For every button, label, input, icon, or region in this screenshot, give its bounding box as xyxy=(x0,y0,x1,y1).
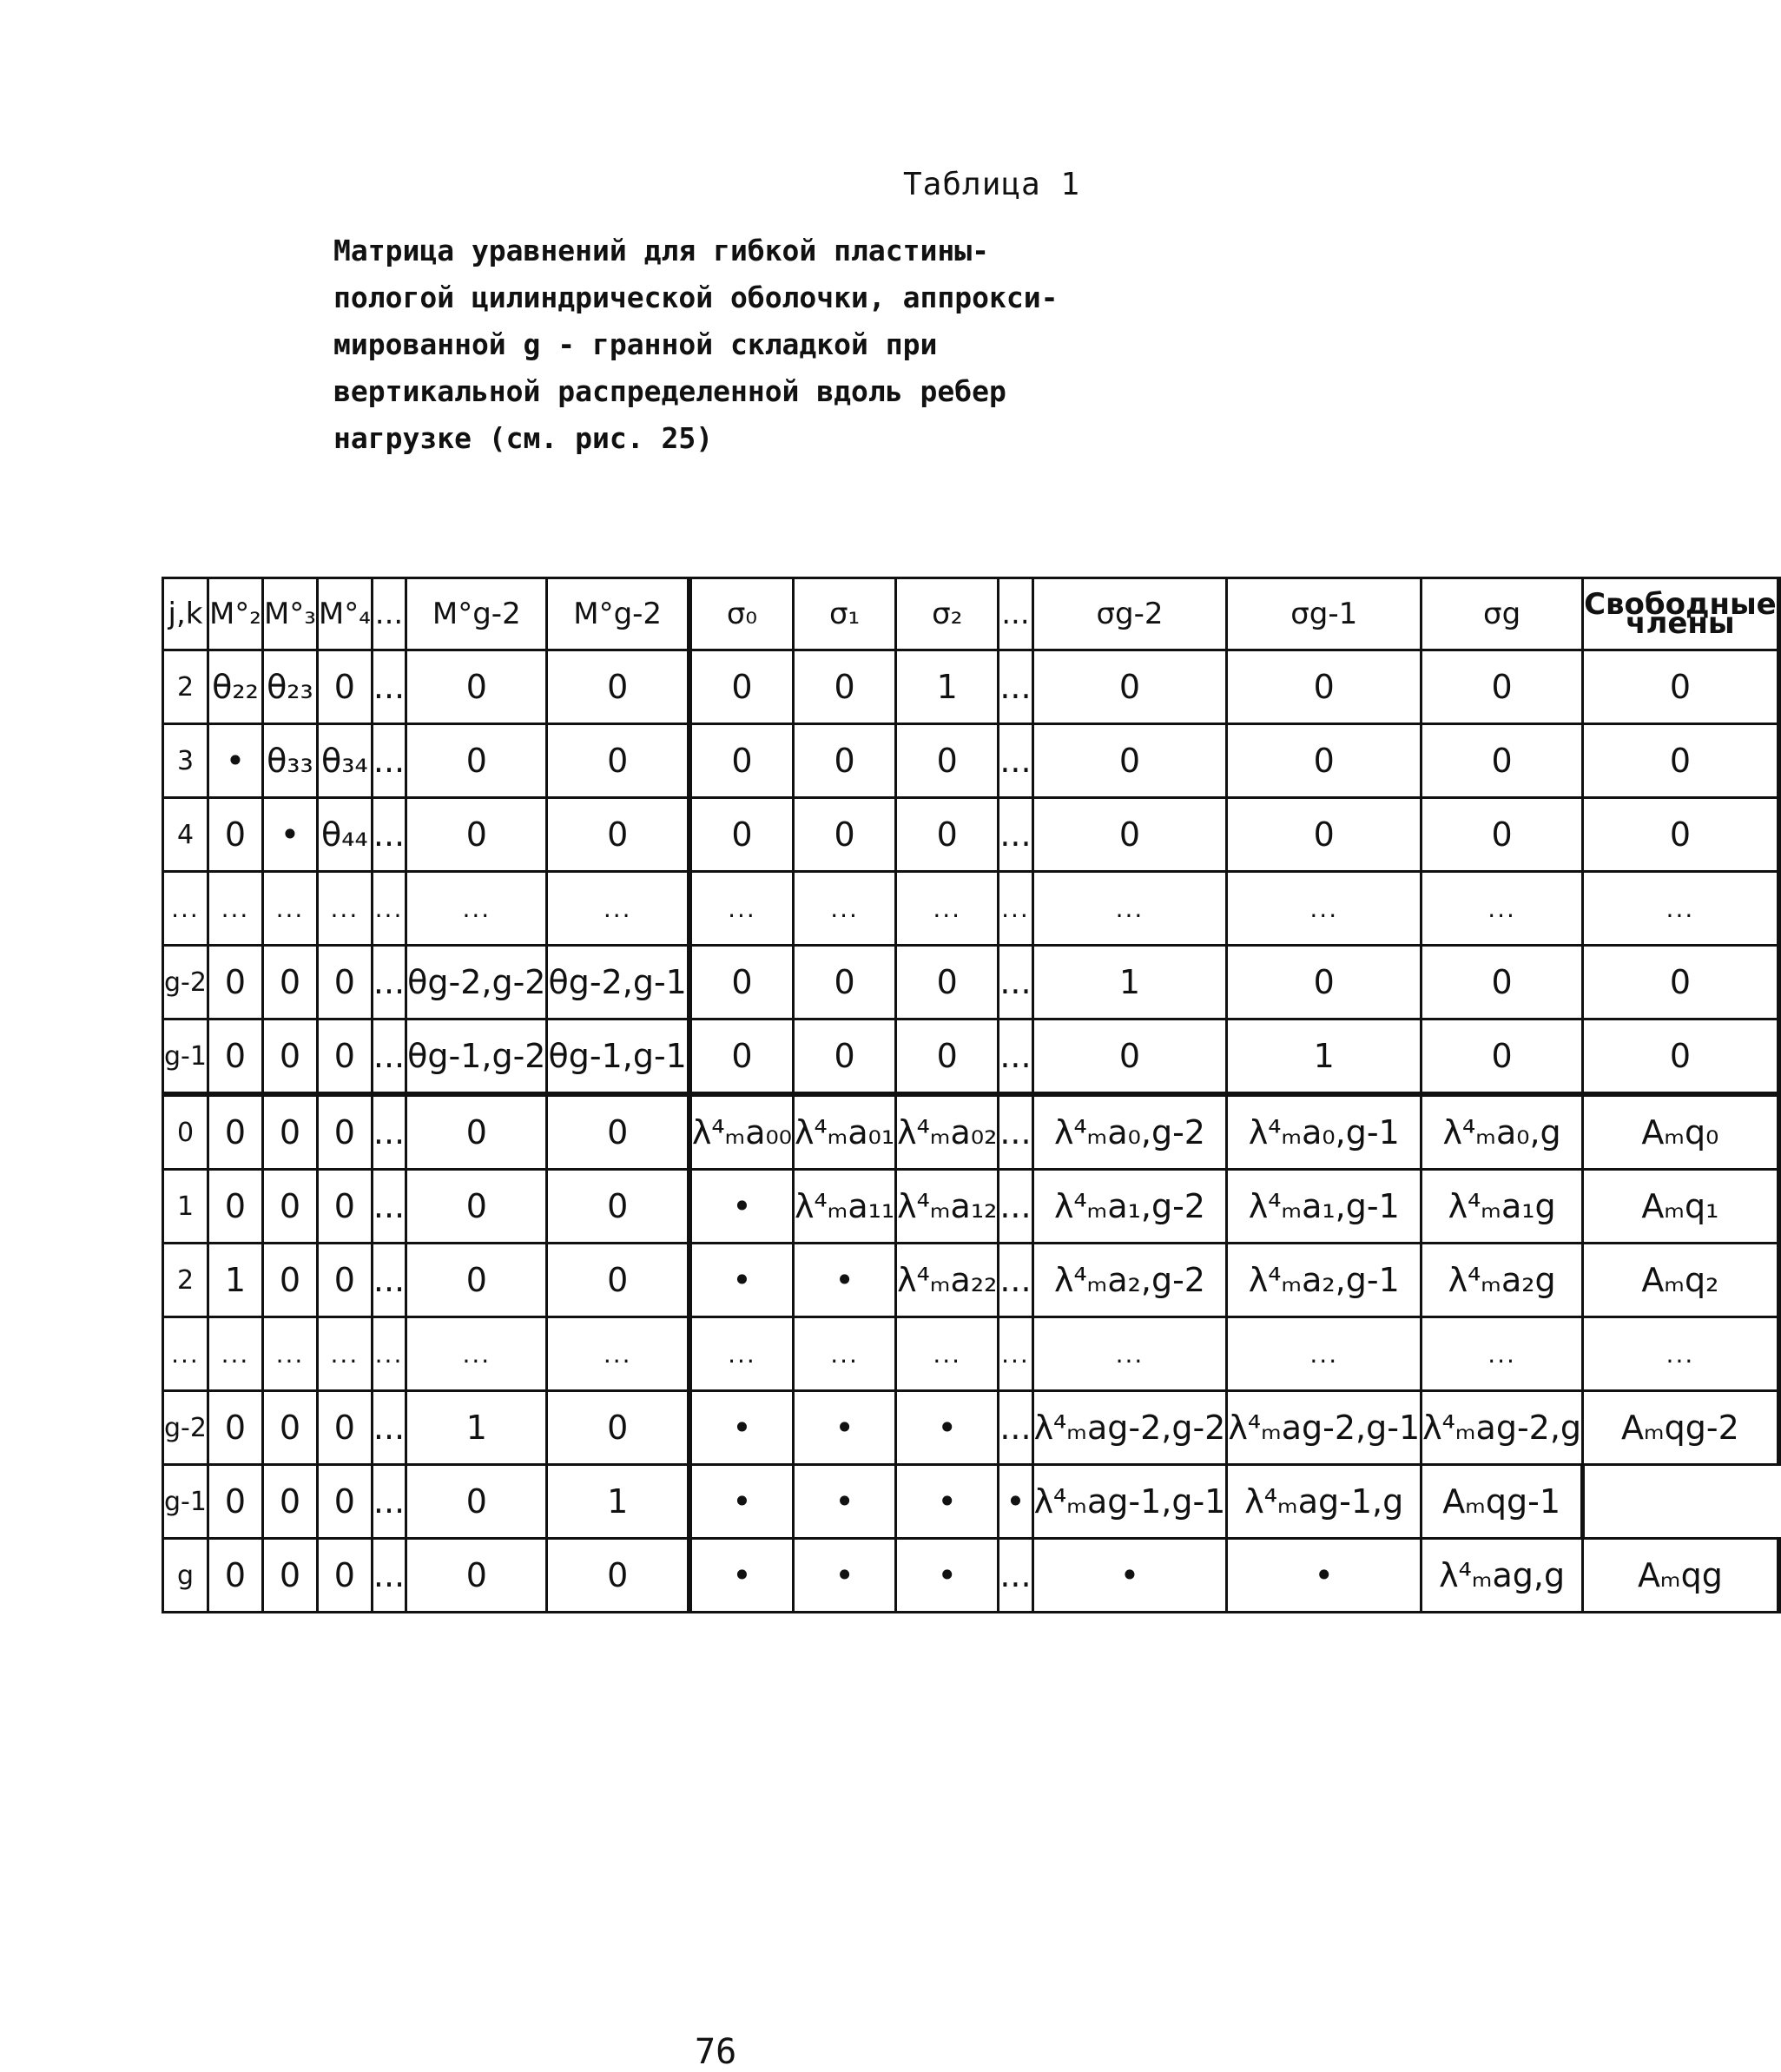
matrix-cell: λ⁴ₘag-2,g-2 xyxy=(1032,1391,1227,1465)
matrix-cell: 0 xyxy=(163,1094,208,1170)
matrix-cell: 0 xyxy=(547,724,689,798)
matrix-cell: ... xyxy=(1227,1317,1422,1391)
matrix-cell: ... xyxy=(1032,872,1227,946)
matrix-cell: ... xyxy=(1227,872,1422,946)
matrix-cell: 0 xyxy=(262,1539,317,1613)
matrix-cell: λ⁴ₘa₀₀ xyxy=(689,1094,794,1170)
matrix-cell: ... xyxy=(163,872,208,946)
matrix-header-cell: σ₁ xyxy=(794,578,896,650)
matrix-cell: • xyxy=(689,1170,794,1244)
matrix-cell: 0 xyxy=(262,1244,317,1317)
matrix-cell: 1 xyxy=(896,650,999,724)
matrix-row xyxy=(163,1244,1779,1317)
matrix-cell: 0 xyxy=(689,724,794,798)
matrix-cell: λ⁴ₘa₀,g-2 xyxy=(1032,1094,1227,1170)
matrix-cell: 0 xyxy=(317,1170,372,1244)
matrix-cell: ... xyxy=(999,946,1032,1020)
matrix-cell: ... xyxy=(372,1094,406,1170)
matrix-cell: 0 xyxy=(547,1094,689,1170)
matrix-cell: 1 xyxy=(547,1465,689,1539)
matrix-cell: 0 xyxy=(1422,946,1583,1020)
matrix-cell: λ⁴ₘa₀₁ xyxy=(794,1094,896,1170)
matrix-cell: g-1 xyxy=(163,1465,208,1539)
matrix-cell: 0 xyxy=(262,1020,317,1095)
matrix-cell: 0 xyxy=(896,724,999,798)
matrix-cell: ... xyxy=(372,1539,406,1613)
matrix-cell: 1 xyxy=(406,1391,547,1465)
matrix-cell: 0 xyxy=(1422,650,1583,724)
matrix-cell: θ₃₃ xyxy=(262,724,317,798)
caption-line: Матрица уравнений для гибкой пластины- xyxy=(333,234,989,267)
matrix-cell: • xyxy=(689,1465,794,1539)
matrix-cell: 0 xyxy=(1227,724,1422,798)
matrix-cell: ... xyxy=(999,1020,1032,1095)
matrix-cell: 0 xyxy=(208,1094,262,1170)
matrix-cell: 0 xyxy=(1583,798,1779,872)
matrix-cell: 0 xyxy=(896,1020,999,1095)
matrix-header-cell: σ₂ xyxy=(896,578,999,650)
matrix-cell: • xyxy=(1032,1539,1227,1613)
matrix-cell: ... xyxy=(999,1317,1032,1391)
matrix-cell: 0 xyxy=(794,1020,896,1095)
matrix-cell: ... xyxy=(999,1170,1032,1244)
matrix-cell: 0 xyxy=(1422,724,1583,798)
matrix-cell: 0 xyxy=(208,1170,262,1244)
matrix-row xyxy=(163,1170,1779,1244)
matrix-cell: ... xyxy=(999,798,1032,872)
matrix-cell: ... xyxy=(372,1317,406,1391)
matrix-cell: λ⁴ₘag,g xyxy=(1422,1539,1583,1613)
page-number: 76 xyxy=(695,2032,737,2072)
matrix-cell: ... xyxy=(163,1317,208,1391)
matrix-cell: Aₘqg-2 xyxy=(1583,1391,1779,1465)
matrix-cell: g xyxy=(163,1539,208,1613)
matrix-cell: λ⁴ₘa₀,g xyxy=(1422,1094,1583,1170)
matrix-cell: • xyxy=(794,1244,896,1317)
matrix-cell: θg-2,g-2 xyxy=(406,946,547,1020)
matrix-cell: 0 xyxy=(794,650,896,724)
matrix-header-cell: M°g-2 xyxy=(547,578,689,650)
matrix-cell: • xyxy=(999,1465,1032,1539)
matrix-cell: g-1 xyxy=(163,1020,208,1095)
matrix-cell: ... xyxy=(372,1391,406,1465)
caption-line: вертикальной распределенной вдоль ребер xyxy=(333,374,1006,408)
matrix-cell: • xyxy=(794,1465,896,1539)
matrix-cell: 0 xyxy=(208,1465,262,1539)
matrix-header-cell: M°₃ xyxy=(262,578,317,650)
matrix-cell: 0 xyxy=(1227,650,1422,724)
matrix-cell: 0 xyxy=(208,1539,262,1613)
matrix-cell: ... xyxy=(372,1170,406,1244)
matrix-cell: 0 xyxy=(262,946,317,1020)
matrix-cell: 0 xyxy=(208,946,262,1020)
matrix-cell: 0 xyxy=(262,1391,317,1465)
matrix-cell: ... xyxy=(999,872,1032,946)
matrix-cell: ... xyxy=(372,946,406,1020)
table-caption xyxy=(333,228,1167,462)
matrix-cell: ... xyxy=(1422,1317,1583,1391)
matrix-cell: 0 xyxy=(317,1094,372,1170)
matrix-cell: • xyxy=(1227,1539,1422,1613)
matrix-row xyxy=(163,1465,1779,1539)
matrix-cell: 0 xyxy=(1032,724,1227,798)
matrix-cell: 0 xyxy=(317,1539,372,1613)
matrix-cell: ... xyxy=(999,650,1032,724)
matrix-cell: 0 xyxy=(406,798,547,872)
matrix-cell: ... xyxy=(999,1539,1032,1613)
matrix-cell: 0 xyxy=(1032,1020,1227,1095)
matrix-cell: ... xyxy=(999,1094,1032,1170)
matrix-cell: θ₃₄ xyxy=(317,724,372,798)
matrix-cell: 0 xyxy=(1032,650,1227,724)
matrix-cell: g-2 xyxy=(163,946,208,1020)
matrix-cell: λ⁴ₘa₂,g-2 xyxy=(1032,1244,1227,1317)
matrix-cell: ... xyxy=(372,650,406,724)
matrix-cell: 0 xyxy=(317,946,372,1020)
matrix-cell: ... xyxy=(1583,1317,1779,1391)
matrix-cell: ... xyxy=(406,872,547,946)
matrix-cell: 0 xyxy=(547,1539,689,1613)
matrix-cell: 2 xyxy=(163,1244,208,1317)
matrix-cell: 3 xyxy=(163,724,208,798)
matrix-row xyxy=(163,1317,1779,1391)
matrix-cell: λ⁴ₘa₂₂ xyxy=(896,1244,999,1317)
matrix-cell: ... xyxy=(372,1244,406,1317)
matrix-cell: θ₂₂ xyxy=(208,650,262,724)
matrix-cell: ... xyxy=(689,872,794,946)
matrix-cell: ... xyxy=(794,872,896,946)
matrix-row xyxy=(163,1094,1779,1170)
matrix-cell: 1 xyxy=(208,1244,262,1317)
matrix-cell: • xyxy=(896,1465,999,1539)
matrix-cell: 0 xyxy=(1032,798,1227,872)
matrix-cell: 0 xyxy=(1583,946,1779,1020)
matrix-cell: Aₘq₁ xyxy=(1583,1170,1779,1244)
matrix-header-cell: ... xyxy=(372,578,406,650)
matrix-row xyxy=(163,1539,1779,1613)
matrix-cell: ... xyxy=(406,1317,547,1391)
matrix-cell: λ⁴ₘag-1,g xyxy=(1227,1465,1422,1539)
matrix-cell: • xyxy=(896,1539,999,1613)
matrix-cell: 0 xyxy=(406,1094,547,1170)
matrix-cell: λ⁴ₘa₀₂ xyxy=(896,1094,999,1170)
matrix-cell: 4 xyxy=(163,798,208,872)
matrix-cell: 0 xyxy=(208,1391,262,1465)
matrix-cell: 0 xyxy=(547,1391,689,1465)
matrix-cell: ... xyxy=(999,1244,1032,1317)
matrix-cell: 0 xyxy=(317,1020,372,1095)
matrix-cell: λ⁴ₘa₀,g-1 xyxy=(1227,1094,1422,1170)
matrix-cell: λ⁴ₘa₁₁ xyxy=(794,1170,896,1244)
matrix-row xyxy=(163,872,1779,946)
matrix-cell: 0 xyxy=(689,798,794,872)
matrix-cell: ... xyxy=(1032,1317,1227,1391)
matrix-row xyxy=(163,724,1779,798)
matrix-cell: 0 xyxy=(689,1020,794,1095)
matrix-cell: Aₘq₀ xyxy=(1583,1094,1779,1170)
matrix-cell: θg-2,g-1 xyxy=(547,946,689,1020)
matrix-cell: λ⁴ₘag-1,g-1 xyxy=(1032,1465,1227,1539)
caption-line: пологой цилиндрической оболочки, аппрокси- xyxy=(333,280,1059,314)
matrix-cell: 0 xyxy=(896,798,999,872)
matrix-cell: θ₄₄ xyxy=(317,798,372,872)
matrix-cell: ... xyxy=(372,872,406,946)
matrix-cell: • xyxy=(689,1539,794,1613)
matrix-cell: 0 xyxy=(406,1170,547,1244)
matrix-cell: λ⁴ₘag-2,g xyxy=(1422,1391,1583,1465)
matrix-cell: ... xyxy=(999,1391,1032,1465)
matrix-header-cell: j,k xyxy=(163,578,208,650)
matrix-cell: ... xyxy=(317,1317,372,1391)
matrix-cell: ... xyxy=(1422,872,1583,946)
matrix-cell: θg-1,g-1 xyxy=(547,1020,689,1095)
matrix-cell: 0 xyxy=(1583,724,1779,798)
matrix-cell: ... xyxy=(999,724,1032,798)
matrix-cell: λ⁴ₘa₁₂ xyxy=(896,1170,999,1244)
matrix-row xyxy=(163,650,1779,724)
matrix-cell: 0 xyxy=(1422,798,1583,872)
matrix-cell: 0 xyxy=(406,1244,547,1317)
matrix-cell: 0 xyxy=(1583,1020,1779,1095)
matrix-cell: 0 xyxy=(262,1465,317,1539)
matrix-cell: • xyxy=(689,1391,794,1465)
caption-line: нагрузке (см. рис. 25) xyxy=(333,421,714,455)
matrix-cell: 0 xyxy=(208,1020,262,1095)
matrix-row xyxy=(163,798,1779,872)
matrix-cell: ... xyxy=(896,872,999,946)
matrix-cell: 0 xyxy=(406,1465,547,1539)
matrix-cell: 1 xyxy=(163,1170,208,1244)
matrix-cell: • xyxy=(689,1244,794,1317)
caption-line: мированной g - гранной складкой при xyxy=(333,327,938,361)
matrix-cell: 0 xyxy=(1227,798,1422,872)
matrix-cell: Aₘqg-1 xyxy=(1422,1465,1583,1539)
matrix-cell: 0 xyxy=(1422,1020,1583,1095)
matrix-cell: λ⁴ₘa₁,g-2 xyxy=(1032,1170,1227,1244)
matrix-cell: 1 xyxy=(1227,1020,1422,1095)
matrix-header-cell: Свободные члены xyxy=(1583,578,1779,650)
table-title: Таблица 1 xyxy=(903,167,1081,202)
matrix-header-cell: σg-2 xyxy=(1032,578,1227,650)
matrix-cell: 0 xyxy=(317,1465,372,1539)
matrix-cell: ... xyxy=(208,872,262,946)
matrix-cell: λ⁴ₘa₁g xyxy=(1422,1170,1583,1244)
matrix-cell: 0 xyxy=(547,798,689,872)
matrix-cell: ... xyxy=(262,1317,317,1391)
matrix-cell: ... xyxy=(689,1317,794,1391)
matrix-cell: ... xyxy=(208,1317,262,1391)
matrix-cell: 0 xyxy=(689,946,794,1020)
matrix-cell: 2 xyxy=(163,650,208,724)
matrix-row xyxy=(163,1391,1779,1465)
matrix-cell: • xyxy=(896,1391,999,1465)
matrix-cell: 0 xyxy=(689,650,794,724)
matrix-cell: • xyxy=(794,1391,896,1465)
matrix-header-row xyxy=(163,578,1779,650)
matrix-header-cell: σg xyxy=(1422,578,1583,650)
matrix-header-cell: M°₂ xyxy=(208,578,262,650)
matrix-cell: ... xyxy=(794,1317,896,1391)
matrix-cell: • xyxy=(794,1539,896,1613)
matrix-header-cell: ... xyxy=(999,578,1032,650)
matrix-cell: 0 xyxy=(547,1244,689,1317)
matrix-cell: 0 xyxy=(1583,650,1779,724)
matrix-cell: λ⁴ₘag-2,g-1 xyxy=(1227,1391,1422,1465)
matrix-cell: ... xyxy=(372,1020,406,1095)
equation-matrix xyxy=(162,577,1781,1613)
matrix-cell: ... xyxy=(372,724,406,798)
matrix-cell: λ⁴ₘa₂g xyxy=(1422,1244,1583,1317)
matrix-table xyxy=(162,577,1781,1613)
matrix-cell: 0 xyxy=(208,798,262,872)
matrix-cell: ... xyxy=(547,1317,689,1391)
matrix-cell: 0 xyxy=(317,1391,372,1465)
matrix-cell: 0 xyxy=(262,1094,317,1170)
matrix-cell: 0 xyxy=(262,1170,317,1244)
matrix-cell: ... xyxy=(547,872,689,946)
matrix-cell: Aₘq₂ xyxy=(1583,1244,1779,1317)
matrix-cell: 0 xyxy=(317,1244,372,1317)
matrix-cell: ... xyxy=(317,872,372,946)
matrix-cell: 0 xyxy=(406,1539,547,1613)
matrix-row xyxy=(163,1020,1779,1095)
matrix-cell: 0 xyxy=(794,724,896,798)
matrix-cell: θ₂₃ xyxy=(262,650,317,724)
matrix-cell: 0 xyxy=(547,1170,689,1244)
matrix-cell: ... xyxy=(372,1465,406,1539)
matrix-header-cell: M°g-2 xyxy=(406,578,547,650)
matrix-cell: θg-1,g-2 xyxy=(406,1020,547,1095)
matrix-cell: ... xyxy=(262,872,317,946)
matrix-cell: ... xyxy=(896,1317,999,1391)
matrix-cell: Aₘqg xyxy=(1583,1539,1779,1613)
matrix-cell: • xyxy=(262,798,317,872)
matrix-header-cell: σg-1 xyxy=(1227,578,1422,650)
matrix-cell: 1 xyxy=(1032,946,1227,1020)
matrix-cell: • xyxy=(208,724,262,798)
matrix-cell: 0 xyxy=(794,946,896,1020)
matrix-header-cell: σ₀ xyxy=(689,578,794,650)
matrix-cell: 0 xyxy=(317,650,372,724)
matrix-cell: ... xyxy=(1583,872,1779,946)
matrix-cell: λ⁴ₘa₂,g-1 xyxy=(1227,1244,1422,1317)
matrix-cell: 0 xyxy=(547,650,689,724)
matrix-row xyxy=(163,946,1779,1020)
matrix-cell: 0 xyxy=(794,798,896,872)
matrix-header-cell: M°₄ xyxy=(317,578,372,650)
matrix-cell: ... xyxy=(372,798,406,872)
matrix-cell: λ⁴ₘa₁,g-1 xyxy=(1227,1170,1422,1244)
matrix-cell: 0 xyxy=(406,650,547,724)
matrix-cell: 0 xyxy=(406,724,547,798)
matrix-cell: 0 xyxy=(896,946,999,1020)
matrix-cell: g-2 xyxy=(163,1391,208,1465)
matrix-cell: 0 xyxy=(1227,946,1422,1020)
